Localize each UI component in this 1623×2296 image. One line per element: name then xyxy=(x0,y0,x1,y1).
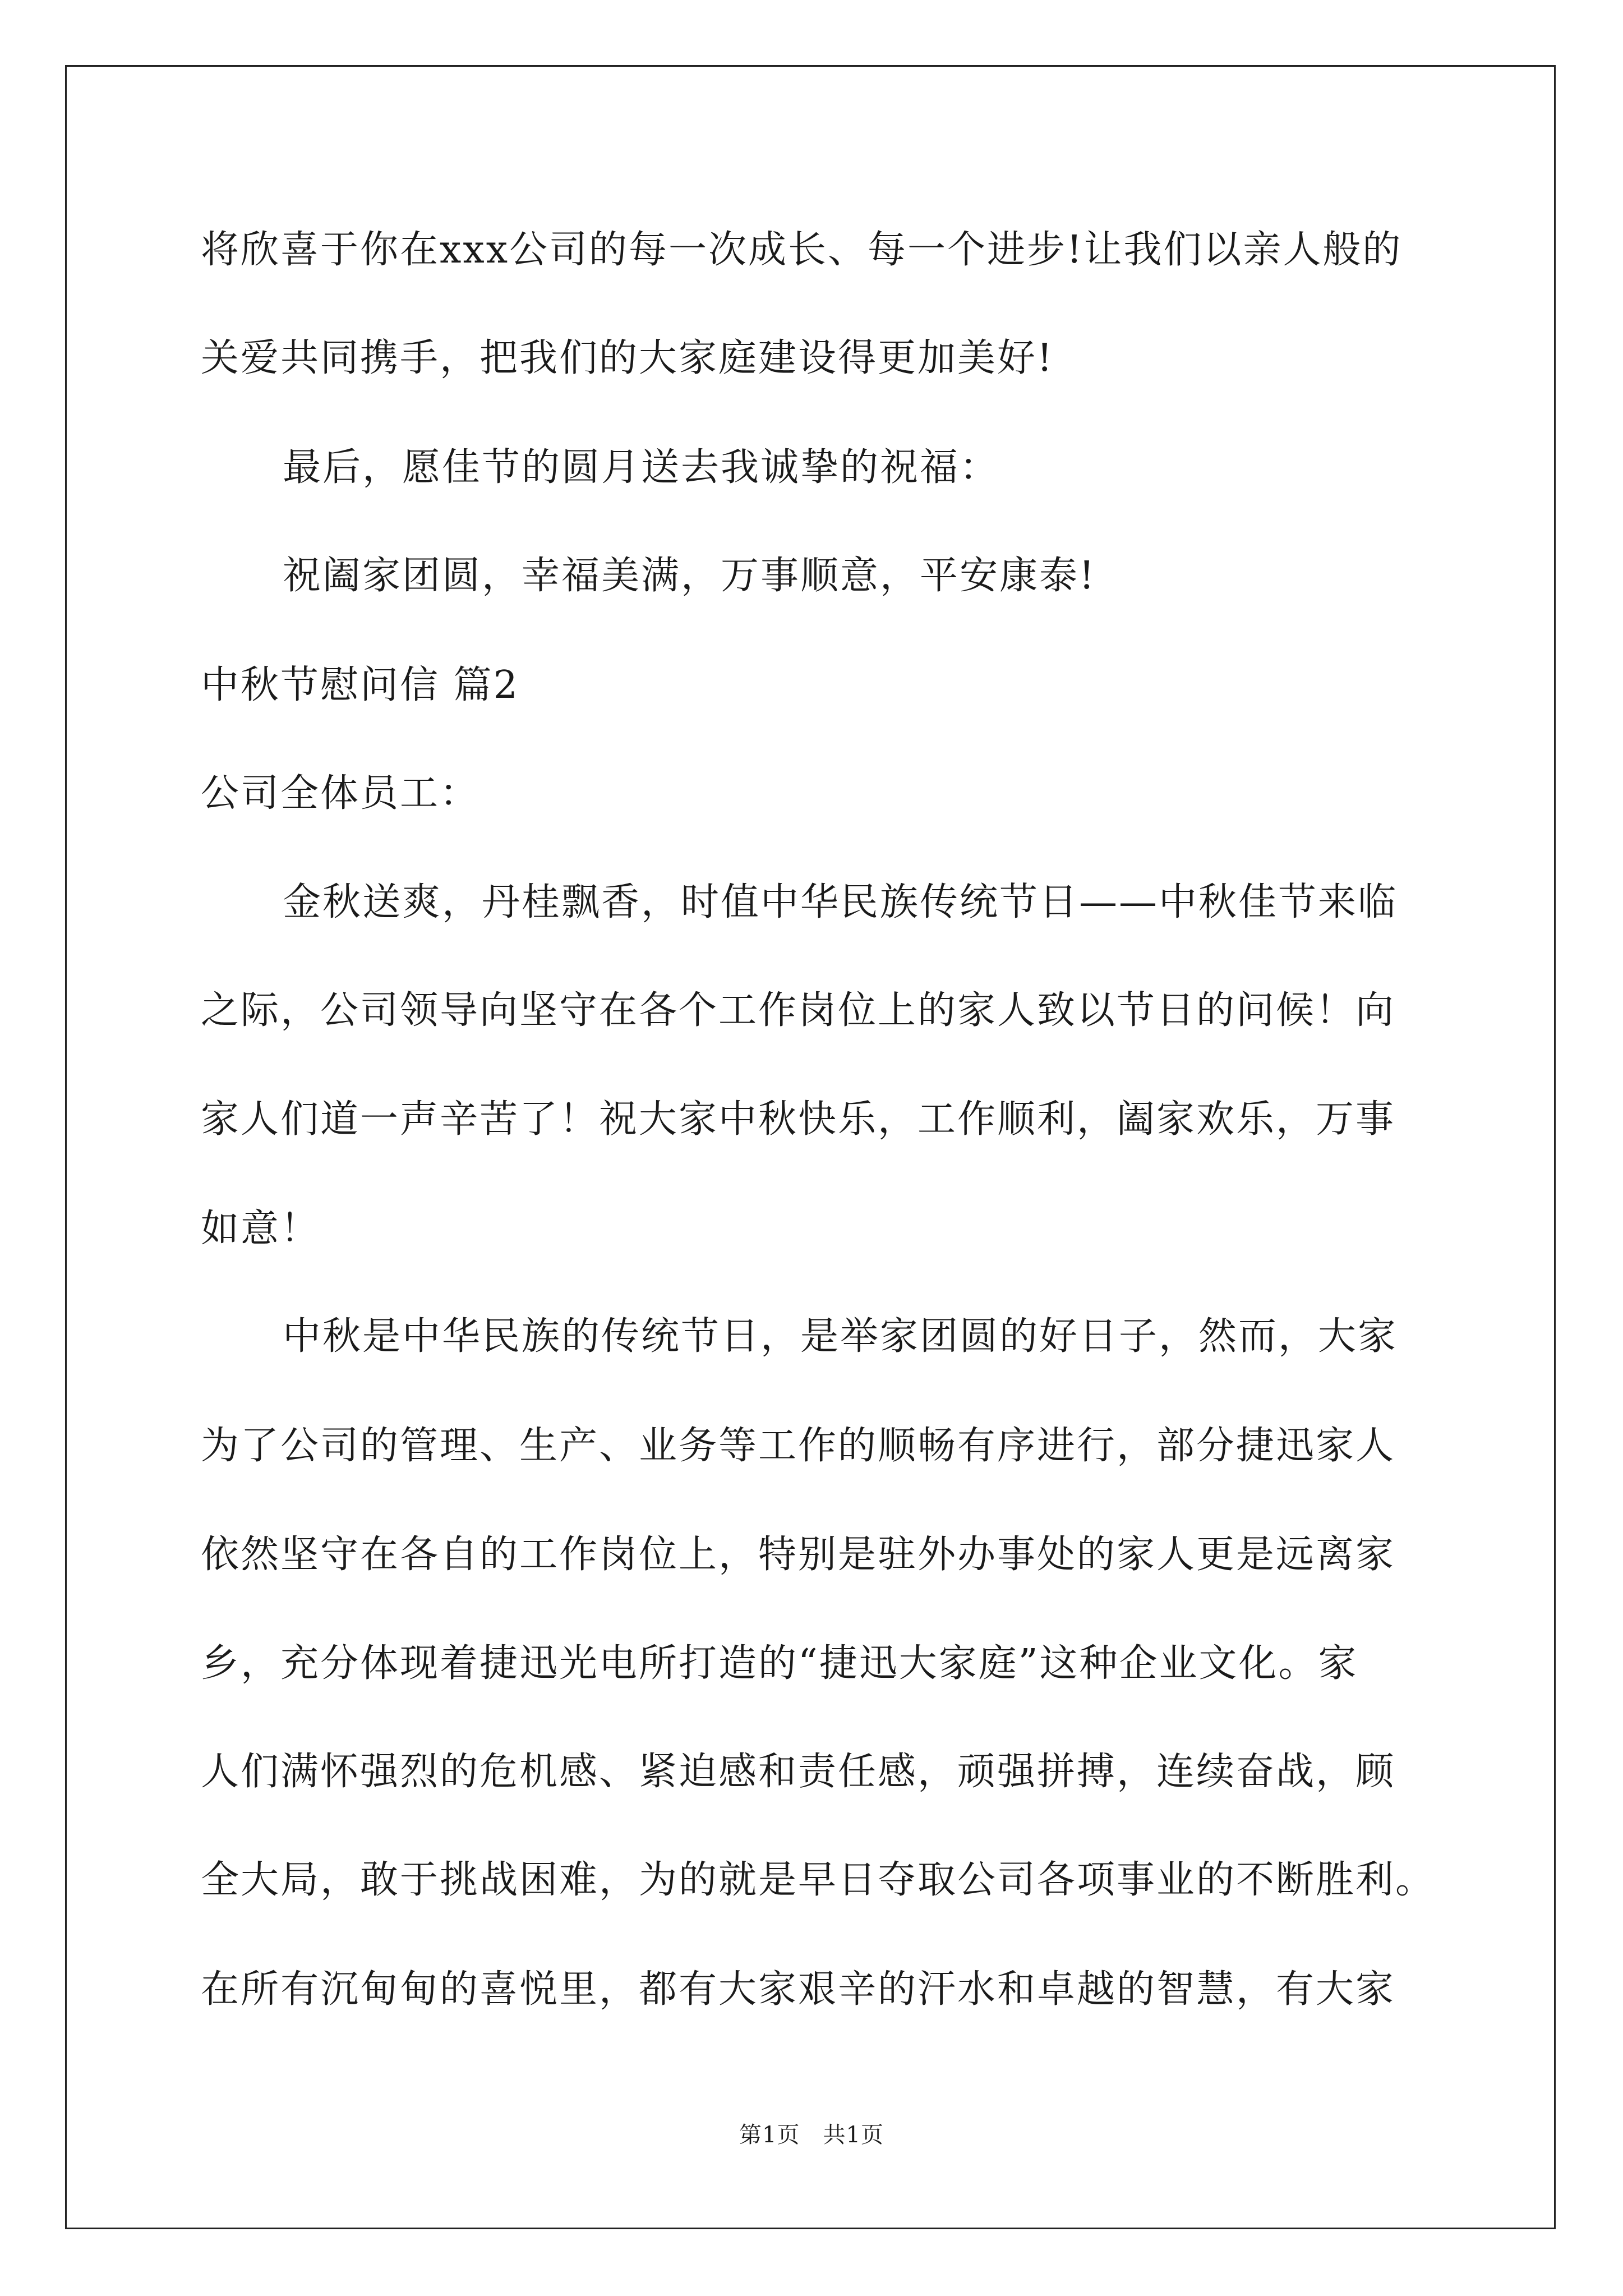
page-number-footer: 第1页 共1页 xyxy=(739,2122,884,2148)
text-line: 最后，愿佳节的圆月送去我诚挚的祝福： xyxy=(283,445,1000,490)
salutation: 公司全体员工： xyxy=(201,771,480,816)
text-line: 金秋送爽，丹桂飘香，时值中华民族传统节日——中秋佳节来临 xyxy=(283,880,1398,924)
text-line: 将欣喜于你在xxx公司的每一次成长、每一个进步!让我们以亲人般的 xyxy=(201,228,1403,272)
text-line: 人们满怀强烈的危机感、紧迫感和责任感，顽强拼搏，连续奋战，顾 xyxy=(201,1750,1396,1794)
section-heading: 中秋节慰问信 篇2 xyxy=(201,663,519,707)
text-line: 之际，公司领导向坚守在各个工作岗位上的家人致以节日的问候！向 xyxy=(201,988,1396,1033)
text-line: 中秋是中华民族的传统节日，是举家团圆的好日子，然而，大家 xyxy=(283,1314,1398,1359)
text-line: 关爱共同携手，把我们的大家庭建设得更加美好! xyxy=(201,336,1054,380)
text-line: 依然坚守在各自的工作岗位上，特别是驻外办事处的家人更是远离家 xyxy=(201,1533,1396,1577)
text-line: 乡，充分体现着捷迅光电所打造的“捷迅大家庭”这种企业文化。家 xyxy=(201,1641,1358,1686)
page-border xyxy=(65,65,1556,2229)
text-line: 家人们道一声辛苦了！祝大家中秋快乐，工作顺利，阖家欢乐，万事 xyxy=(201,1097,1396,1142)
text-line: 如意！ xyxy=(201,1207,321,1251)
text-line: 祝阖家团圆，幸福美满，万事顺意，平安康泰! xyxy=(283,554,1096,598)
text-line: 在所有沉甸甸的喜悦里，都有大家艰辛的汗水和卓越的智慧，有大家 xyxy=(201,1967,1396,2012)
text-line: 为了公司的管理、生产、业务等工作的顺畅有序进行，部分捷迅家人 xyxy=(201,1424,1396,1468)
text-line: 全大局，敢于挑战困难，为的就是早日夺取公司各项事业的不断胜利。 xyxy=(201,1858,1436,1902)
